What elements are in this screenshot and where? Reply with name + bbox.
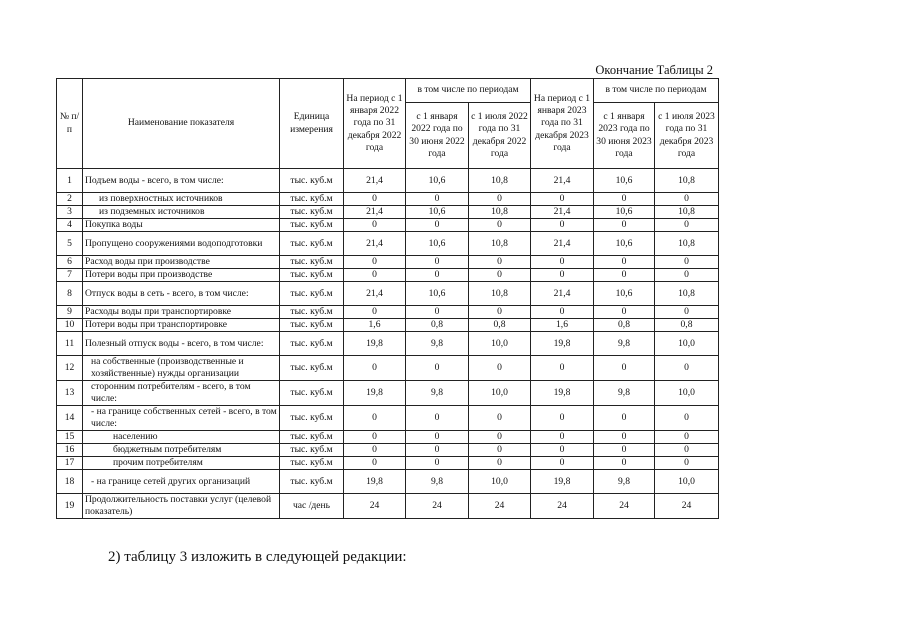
row-unit: тыс. куб.м (280, 256, 344, 269)
row-value: 10,6 (594, 282, 655, 306)
row-value: 1,6 (344, 319, 406, 332)
row-value: 0 (594, 356, 655, 381)
row-value: 0 (655, 431, 719, 444)
row-value: 0 (594, 444, 655, 457)
header-incl-2022: в том числе по периодам (406, 79, 531, 103)
row-value: 0 (406, 356, 469, 381)
row-value: 0 (469, 356, 531, 381)
table-row (57, 206, 719, 219)
row-value: 10,0 (655, 470, 719, 494)
row-name: Потери воды при транспортировке (83, 319, 280, 332)
row-number: 7 (57, 269, 83, 282)
row-number: 17 (57, 457, 83, 470)
row-value: 24 (531, 494, 594, 519)
row-value: 21,4 (344, 232, 406, 256)
row-value: 0 (344, 406, 406, 431)
row-number: 9 (57, 306, 83, 319)
row-value: 1,6 (531, 319, 594, 332)
row-value: 9,8 (406, 470, 469, 494)
row-unit: тыс. куб.м (280, 232, 344, 256)
row-value: 24 (655, 494, 719, 519)
row-number: 19 (57, 494, 83, 519)
row-name: Покупка воды (83, 219, 280, 232)
row-value: 9,8 (594, 470, 655, 494)
row-value: 0 (655, 406, 719, 431)
row-value: 0 (594, 269, 655, 282)
row-number: 15 (57, 431, 83, 444)
row-value: 21,4 (344, 206, 406, 219)
table-row (57, 470, 719, 494)
row-value: 19,8 (531, 470, 594, 494)
row-value: 10,0 (655, 332, 719, 356)
row-value: 0 (655, 269, 719, 282)
row-value: 0 (594, 457, 655, 470)
row-number: 16 (57, 444, 83, 457)
row-unit: тыс. куб.м (280, 470, 344, 494)
row-value: 9,8 (406, 332, 469, 356)
row-unit: тыс. куб.м (280, 219, 344, 232)
row-unit: тыс. куб.м (280, 381, 344, 406)
row-value: 10,6 (594, 169, 655, 193)
row-unit: тыс. куб.м (280, 206, 344, 219)
header-unit: Единица измерения (280, 79, 344, 169)
table-row (57, 457, 719, 470)
row-value: 19,8 (344, 332, 406, 356)
row-value: 0 (344, 256, 406, 269)
row-unit: тыс. куб.м (280, 332, 344, 356)
table-row (57, 444, 719, 457)
table-row (57, 332, 719, 356)
row-name: Полезный отпуск воды - всего, в том числе: (83, 332, 280, 356)
row-unit: тыс. куб.м (280, 193, 344, 206)
row-number: 1 (57, 169, 83, 193)
row-value: 0 (655, 256, 719, 269)
row-number: 5 (57, 232, 83, 256)
table-row (57, 381, 719, 406)
row-value: 0 (531, 457, 594, 470)
header-num: № п/п (57, 79, 83, 169)
row-value: 0 (406, 256, 469, 269)
row-value: 24 (406, 494, 469, 519)
indicators-table (56, 78, 719, 519)
table-body (57, 169, 719, 519)
row-value: 10,0 (469, 381, 531, 406)
row-value: 0 (344, 431, 406, 444)
table-row (57, 219, 719, 232)
header-period-2023: На период с 1 января 2023 года по 31 декабря 2023 года (531, 79, 594, 169)
table-row (57, 306, 719, 319)
row-value: 0 (531, 256, 594, 269)
row-value: 0 (594, 219, 655, 232)
row-value: 21,4 (344, 169, 406, 193)
table-row (57, 232, 719, 256)
row-unit: тыс. куб.м (280, 319, 344, 332)
row-value: 0 (531, 219, 594, 232)
row-value: 9,8 (594, 381, 655, 406)
row-number: 4 (57, 219, 83, 232)
header-name: Наименование показателя (83, 79, 280, 169)
row-name: Пропущено сооружениями водоподготовки (83, 232, 280, 256)
row-value: 0 (531, 444, 594, 457)
table-header (57, 79, 719, 169)
row-value: 10,8 (655, 206, 719, 219)
table-row (57, 406, 719, 431)
row-value: 0 (469, 457, 531, 470)
row-name: прочим потребителям (83, 457, 280, 470)
row-value: 10,8 (469, 206, 531, 219)
row-value: 0 (406, 406, 469, 431)
row-value: 0 (344, 269, 406, 282)
table-row (57, 193, 719, 206)
row-value: 0 (344, 444, 406, 457)
row-name: Потери воды при производстве (83, 269, 280, 282)
row-name: из подземных источников (83, 206, 280, 219)
row-value: 0 (469, 406, 531, 431)
row-number: 11 (57, 332, 83, 356)
row-value: 0 (406, 193, 469, 206)
row-value: 24 (344, 494, 406, 519)
row-unit: тыс. куб.м (280, 169, 344, 193)
row-value: 24 (594, 494, 655, 519)
row-value: 10,0 (469, 470, 531, 494)
row-unit: тыс. куб.м (280, 269, 344, 282)
row-value: 0,8 (655, 319, 719, 332)
row-value: 21,4 (531, 232, 594, 256)
row-unit: тыс. куб.м (280, 356, 344, 381)
row-value: 0 (531, 269, 594, 282)
table-caption: Окончание Таблицы 2 (595, 63, 713, 77)
row-value: 10,8 (655, 232, 719, 256)
row-number: 2 (57, 193, 83, 206)
row-value: 10,8 (469, 282, 531, 306)
row-value: 0 (344, 356, 406, 381)
row-unit: тыс. куб.м (280, 282, 344, 306)
row-value: 9,8 (594, 332, 655, 356)
row-value: 0,8 (406, 319, 469, 332)
row-value: 21,4 (531, 282, 594, 306)
row-value: 10,8 (655, 169, 719, 193)
row-value: 19,8 (344, 470, 406, 494)
row-value: 0 (655, 444, 719, 457)
row-value: 10,6 (594, 206, 655, 219)
row-number: 12 (57, 356, 83, 381)
row-value: 0 (469, 444, 531, 457)
row-value: 0 (344, 219, 406, 232)
row-value: 24 (469, 494, 531, 519)
row-unit: тыс. куб.м (280, 431, 344, 444)
row-value: 0 (531, 406, 594, 431)
row-number: 8 (57, 282, 83, 306)
header-period-2022: На период с 1 января 2022 года по 31 декабря 2022 года (344, 79, 406, 169)
row-value: 21,4 (344, 282, 406, 306)
row-value: 10,6 (406, 282, 469, 306)
row-number: 3 (57, 206, 83, 219)
row-value: 10,6 (406, 206, 469, 219)
table-row (57, 269, 719, 282)
row-value: 0,8 (594, 319, 655, 332)
row-value: 0 (469, 269, 531, 282)
row-unit: тыс. куб.м (280, 457, 344, 470)
row-name: - на границе сетей других организаций (83, 470, 280, 494)
row-name: Отпуск воды в сеть - всего, в том числе: (83, 282, 280, 306)
row-value: 21,4 (531, 206, 594, 219)
row-value: 0 (406, 457, 469, 470)
row-value: 0 (655, 219, 719, 232)
row-name: Расход воды при производстве (83, 256, 280, 269)
row-value: 10,6 (406, 169, 469, 193)
row-value: 9,8 (406, 381, 469, 406)
row-number: 6 (57, 256, 83, 269)
row-number: 14 (57, 406, 83, 431)
row-value: 0 (344, 193, 406, 206)
row-value: 0 (406, 431, 469, 444)
row-value: 0 (469, 306, 531, 319)
row-value: 0 (406, 219, 469, 232)
table-row (57, 169, 719, 193)
header-h1-2023: с 1 января 2023 года по 30 июня 2023 года (594, 103, 655, 169)
row-value: 0 (594, 406, 655, 431)
row-value: 0 (594, 431, 655, 444)
row-name: Продолжительность поставки услуг (целевой показатель) (83, 494, 280, 519)
row-value: 0 (531, 431, 594, 444)
row-number: 18 (57, 470, 83, 494)
row-name: из поверхностных источников (83, 193, 280, 206)
row-value: 0 (406, 306, 469, 319)
row-value: 0 (469, 256, 531, 269)
row-value: 0 (655, 457, 719, 470)
row-value: 10,6 (594, 232, 655, 256)
header-h1-2022: с 1 января 2022 года по 30 июня 2022 года (406, 103, 469, 169)
row-value: 10,6 (406, 232, 469, 256)
row-value: 0 (655, 306, 719, 319)
row-value: 0 (531, 306, 594, 319)
row-number: 13 (57, 381, 83, 406)
table-row (57, 282, 719, 306)
row-value: 0 (531, 193, 594, 206)
header-incl-2023: в том числе по периодам (594, 79, 719, 103)
header-h2-2022: с 1 июля 2022 года по 31 декабря 2022 года (469, 103, 531, 169)
row-value: 10,8 (469, 169, 531, 193)
row-value: 10,0 (469, 332, 531, 356)
row-value: 10,8 (655, 282, 719, 306)
row-value: 10,0 (655, 381, 719, 406)
row-value: 0 (406, 269, 469, 282)
row-number: 10 (57, 319, 83, 332)
row-value: 0 (594, 306, 655, 319)
row-value: 0 (344, 306, 406, 319)
row-name: сторонним потребителям - всего, в том числе: (83, 381, 280, 406)
row-name: бюджетным потребителям (83, 444, 280, 457)
row-value: 0 (469, 219, 531, 232)
row-unit: тыс. куб.м (280, 444, 344, 457)
header-h2-2023: с 1 июля 2023 года по 31 декабря 2023 года (655, 103, 719, 169)
table-row (57, 256, 719, 269)
row-value: 19,8 (344, 381, 406, 406)
row-value: 0 (655, 356, 719, 381)
row-value: 0 (344, 457, 406, 470)
row-name: на собственные (производственные и хозяйственные) нужды организации (83, 356, 280, 381)
row-value: 0 (406, 444, 469, 457)
row-value: 10,8 (469, 232, 531, 256)
table-row (57, 431, 719, 444)
amendment-note: 2) таблицу 3 изложить в следующей редакции: (108, 549, 407, 565)
row-unit: тыс. куб.м (280, 306, 344, 319)
row-value: 0 (594, 256, 655, 269)
table-row (57, 494, 719, 519)
row-unit: тыс. куб.м (280, 406, 344, 431)
row-value: 0 (469, 431, 531, 444)
row-name: Подъем воды - всего, в том числе: (83, 169, 280, 193)
row-value: 19,8 (531, 381, 594, 406)
table-row (57, 356, 719, 381)
row-value: 0 (594, 193, 655, 206)
row-value: 21,4 (531, 169, 594, 193)
row-value: 0 (655, 193, 719, 206)
row-value: 0,8 (469, 319, 531, 332)
row-name: - на границе собственных сетей - всего, в том числе: (83, 406, 280, 431)
row-value: 19,8 (531, 332, 594, 356)
row-value: 0 (531, 356, 594, 381)
row-name: населению (83, 431, 280, 444)
row-name: Расходы воды при транспортировке (83, 306, 280, 319)
table-row (57, 319, 719, 332)
row-unit: час /день (280, 494, 344, 519)
row-value: 0 (469, 193, 531, 206)
